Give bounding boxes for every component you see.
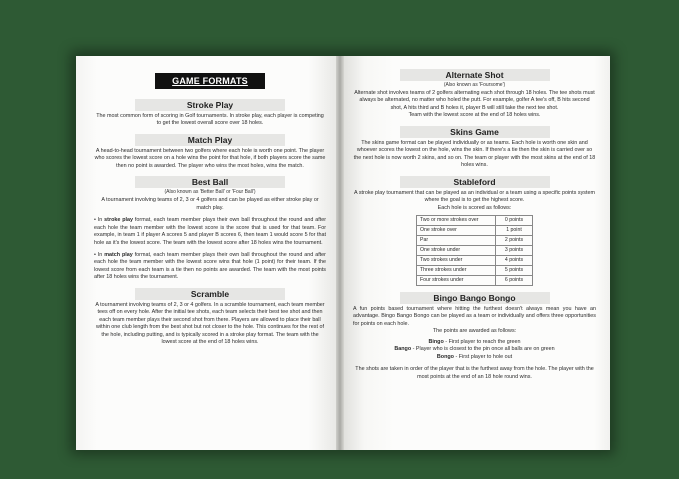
left-page [76, 56, 340, 450]
table-cell-points: 4 points [496, 255, 533, 265]
match-play-text: A head-to-head tournament between two golfers where each hole is worth one point. The player who scores the lowest score on a hole wins the point for that hole, if both players score the same then no point is awarded. The player who wins the most holes, wins the match. [94, 147, 326, 169]
skins-game-text: The skins game format can be played individually or as teams. Each hole is worth one skin and whoever scores the lowest on the hole, wins the skin. If there's a tie then the skin is carried over so the next hole is now worth 2 skins, and so on. The team or player with the most skins at the end of 18 holes wins. [353, 139, 596, 169]
bingo-line: Bingo - First player to reach the green [428, 338, 521, 345]
stroke-play-text: The most common form of scoring in Golf tournaments. In stroke play, each player is competing to get the lowest overall score over 18 holes. [96, 113, 324, 127]
alternate-shot-text: Alternate shot involves teams of 2 golfers alternating each shot through 18 holes. The tee shots must always be alternated, no matter who holed the putt. For example, golfer A tee's off, B hits second shot, A hits third and B holes it, player B will still take the next tee shot. [354, 90, 595, 111]
best-ball-bullet-match: • In match play format, each team member plays their own ball throughout the round and after each hole the team member with the lowest score wins that hole (1 point) for their team. If the lowest score from each team is a tie then no points are awarded. The team with the most points after 18 holes wins the tournament. [94, 251, 326, 281]
book-spine [336, 56, 344, 450]
table-cell-label: Two strokes under [417, 255, 496, 265]
table-cell-label: Four strokes under [417, 275, 496, 285]
bingo-heading: Bingo Bango Bongo [400, 292, 550, 304]
stableford-text2: Each hole is scored as follows: [437, 204, 512, 211]
bango-line: Bango - Player who is closest to the pin once all balls are on green [394, 346, 555, 353]
table-cell-points: 5 points [496, 265, 533, 275]
table-cell-label: One stroke over [417, 225, 496, 235]
table-cell-points: 0 points [496, 215, 533, 225]
alternate-shot-heading: Alternate Shot [400, 69, 550, 81]
match-play-heading: Match Play [135, 134, 285, 146]
table-cell-label: Par [417, 235, 496, 245]
bingo-text: A fun points based tournament where hitting the furthest doesn't always mean you have an advantage. Bingo Bango Bongo can be played as a team or individually and offers three opportunities for points on each hole. [353, 305, 596, 327]
table-row [417, 255, 533, 265]
stableford-text: A stroke play tournament that can be played as an individual or a team using a specific points system where the goal is to get the highest score. [354, 189, 595, 204]
best-ball-subheading: (Also known as 'Better Ball' or 'Four Ball') [164, 189, 256, 196]
table-row [417, 265, 533, 275]
table-row [417, 225, 533, 235]
table-cell-points: 2 points [496, 235, 533, 245]
table-cell-label: Three strokes under [417, 265, 496, 275]
stableford-points-table [416, 215, 533, 286]
scramble-text: A tournament involving teams of 2, 3 or 4 golfers. In a scramble tournament, each team member tees off on every hole. After the initial tee shots, each team selects their best tee shot and then each team member plays their second shot from there. Players are allowed to place their ball within one club length from the best shot but not closer to the hole. This continues for the rest of the hole, including putting, and is typically scored in a stroke play format. The team with the lowest score at the end of 18 holes wins. [95, 301, 325, 346]
table-cell-points: 1 point [496, 225, 533, 235]
table-row [417, 215, 533, 225]
table-row [417, 245, 533, 255]
bingo-text2: The points are awarded as follows: [432, 328, 517, 335]
skins-game-heading: Skins Game [400, 126, 550, 138]
alternate-shot-subheading: (Also known as 'Foursome') [443, 82, 506, 88]
best-ball-heading: Best Ball [135, 176, 285, 188]
table-cell-points: 3 points [496, 245, 533, 255]
best-ball-bullet-stroke: • In stroke play format, each team member plays their own ball throughout the round and after each hole the team member with the lowest score is the score that is used for that team. For example, in team 1 if player A scores 5 and player B scores 6, then team 1 would score 5 for that hole as it's the lowest score. The team with the lowest score after 18 holes wins the tournament. [94, 217, 326, 246]
table-row [417, 235, 533, 245]
table-cell-points: 6 points [496, 275, 533, 285]
bongo-line: Bongo - First player to hole out [436, 353, 513, 360]
page-title: GAME FORMATS [155, 73, 265, 89]
table-cell-label: One stroke under [417, 245, 496, 255]
right-page [340, 56, 610, 450]
scramble-heading: Scramble [135, 288, 285, 300]
stroke-play-heading: Stroke Play [135, 99, 285, 111]
table-row [417, 275, 533, 285]
stableford-heading: Stableford [400, 176, 550, 188]
bingo-closing: The shots are taken in order of the player that is the furthest away from the hole. The player with the most points at the end of an 18 hole round wins. [355, 366, 594, 380]
best-ball-intro: A tournament involving teams of 2, 3 or 4 golfers and can be played as either stroke play or match play. [101, 197, 319, 211]
table-cell-label: Two or more strokes over [417, 215, 496, 225]
alternate-shot-text2: Team with the lowest score at the end of 18 holes wins. [408, 112, 541, 119]
